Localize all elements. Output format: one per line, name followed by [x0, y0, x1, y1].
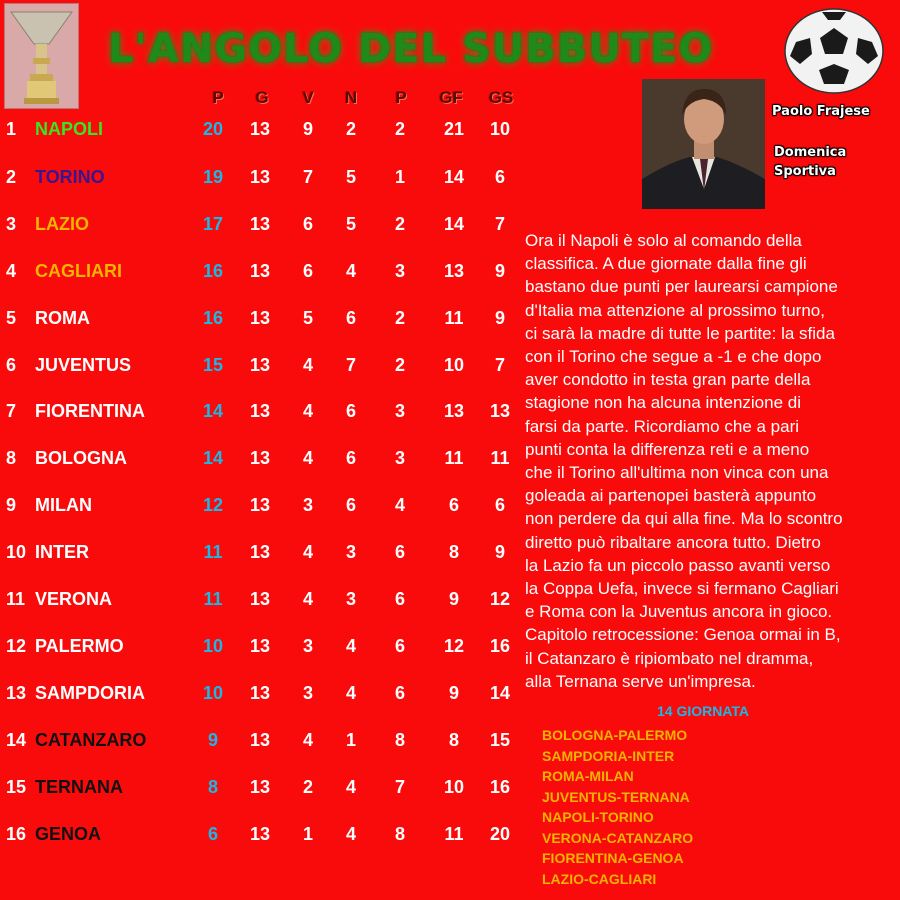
- row-lost: 4: [394, 495, 405, 515]
- row-points: 9: [207, 730, 218, 750]
- table-row: [0, 589, 520, 619]
- col-header-won: V: [302, 88, 314, 107]
- row-goals-for: 14: [443, 214, 465, 234]
- row-points: 6: [207, 824, 218, 844]
- row-lost: 6: [394, 542, 405, 562]
- row-won: 5: [302, 308, 313, 328]
- row-lost: 2: [394, 308, 405, 328]
- table-row: [0, 401, 520, 431]
- row-points: 10: [202, 636, 224, 656]
- row-lost: 8: [394, 730, 405, 750]
- row-won: 6: [302, 214, 313, 234]
- row-goals-against: 14: [489, 683, 511, 703]
- row-goals-for: 13: [443, 261, 465, 281]
- row-goals-against: 6: [494, 495, 505, 515]
- table-row: [0, 824, 520, 854]
- row-goals-for: 21: [443, 119, 465, 139]
- row-team: INTER: [35, 542, 89, 562]
- row-points: 16: [202, 308, 224, 328]
- row-played: 13: [249, 119, 271, 139]
- row-points: 20: [202, 119, 224, 139]
- row-goals-against: 20: [489, 824, 511, 844]
- row-played: 13: [249, 589, 271, 609]
- article-line: alla Ternana serve un'impresa.: [525, 671, 756, 691]
- trophy-image: [4, 3, 79, 109]
- article-line: la Coppa Uefa, invece si fermano Cagliari: [525, 579, 839, 599]
- row-goals-for: 11: [444, 308, 464, 328]
- row-played: 13: [249, 261, 271, 281]
- row-won: 7: [302, 167, 313, 187]
- row-team: PALERMO: [35, 636, 124, 656]
- article-line: goleada ai partenopei basterà appunto: [525, 486, 817, 506]
- article-line: d'Italia ma attenzione al prossimo turno,: [525, 300, 825, 320]
- row-position: 2: [6, 167, 17, 187]
- row-played: 13: [249, 448, 271, 468]
- row-goals-for: 8: [448, 542, 459, 562]
- row-goals-against: 15: [489, 730, 511, 750]
- row-goals-for: 10: [443, 355, 465, 375]
- row-goals-against: 11: [490, 448, 510, 468]
- row-goals-for: 12: [443, 636, 465, 656]
- row-lost: 2: [394, 355, 405, 375]
- row-played: 13: [249, 777, 271, 797]
- article-line: aver condotto in testa gran parte della: [525, 370, 811, 390]
- row-lost: 8: [394, 824, 405, 844]
- row-won: 4: [302, 730, 313, 750]
- row-team: CAGLIARI: [35, 261, 122, 281]
- row-goals-for: 14: [443, 167, 465, 187]
- row-team: TORINO: [35, 167, 105, 187]
- row-won: 3: [302, 636, 313, 656]
- row-lost: 3: [394, 448, 405, 468]
- table-row: [0, 261, 520, 291]
- row-goals-for: 9: [448, 683, 459, 703]
- row-lost: 3: [394, 401, 405, 421]
- row-position: 9: [6, 495, 17, 515]
- article-line: Capitolo retrocessione: Genoa ormai in B,: [525, 625, 841, 645]
- row-goals-against: 16: [489, 636, 511, 656]
- row-drawn: 4: [345, 636, 356, 656]
- row-lost: 1: [394, 167, 405, 187]
- row-position: 1: [6, 119, 17, 139]
- fixture-item: SAMPDORIA-INTER: [542, 747, 675, 764]
- article-text: [525, 229, 900, 693]
- row-points: 11: [203, 589, 223, 609]
- article-line: stagione non ha alcuna intenzione di: [525, 393, 801, 413]
- fixture-item: ROMA-MILAN: [542, 768, 634, 784]
- row-lost: 6: [394, 589, 405, 609]
- row-points: 14: [202, 401, 224, 421]
- row-won: 4: [302, 542, 313, 562]
- row-won: 3: [302, 683, 313, 703]
- row-played: 13: [249, 824, 271, 844]
- row-points: 12: [202, 495, 224, 515]
- article-line: farsi da parte. Ricordiamo che a pari: [525, 416, 800, 436]
- col-header-lost: P: [395, 88, 407, 107]
- row-goals-for: 13: [443, 401, 465, 421]
- table-row: [0, 730, 520, 760]
- row-goals-for: 11: [444, 448, 464, 468]
- article-line: classifica. A due giornate dalla fine gli: [525, 254, 807, 274]
- row-points: 16: [202, 261, 224, 281]
- row-won: 4: [302, 448, 313, 468]
- table-row: [0, 448, 520, 478]
- presenter-portrait-icon: [642, 79, 765, 209]
- row-goals-for: 10: [443, 777, 465, 797]
- row-drawn: 1: [345, 730, 356, 750]
- row-team: GENOA: [35, 824, 102, 844]
- row-goals-against: 9: [494, 542, 505, 562]
- table-row: [0, 777, 520, 807]
- row-team: BOLOGNA: [35, 448, 127, 468]
- row-lost: 6: [394, 636, 405, 656]
- row-position: 15: [6, 777, 27, 797]
- row-position: 16: [6, 824, 27, 844]
- row-drawn: 4: [345, 683, 356, 703]
- row-drawn: 3: [345, 542, 356, 562]
- row-position: 4: [6, 261, 17, 281]
- row-won: 2: [302, 777, 313, 797]
- row-played: 13: [249, 214, 271, 234]
- row-lost: 7: [394, 777, 405, 797]
- table-row: [0, 167, 520, 197]
- row-played: 13: [249, 683, 271, 703]
- article-line: che il Torino all'ultima non vinca con una: [525, 463, 829, 483]
- row-played: 13: [249, 308, 271, 328]
- row-team: NAPOLI: [35, 119, 104, 139]
- row-points: 11: [203, 542, 223, 562]
- row-team: SAMPDORIA: [35, 683, 146, 703]
- row-position: 5: [6, 308, 17, 328]
- row-goals-for: 11: [444, 824, 464, 844]
- table-row: [0, 683, 520, 713]
- col-header-points: P: [212, 88, 224, 107]
- row-drawn: 5: [345, 167, 356, 187]
- row-goals-for: 8: [448, 730, 459, 750]
- row-drawn: 6: [345, 308, 356, 328]
- row-lost: 6: [394, 683, 405, 703]
- row-goals-against: 9: [494, 308, 505, 328]
- row-drawn: 2: [345, 119, 356, 139]
- row-played: 13: [249, 167, 271, 187]
- col-header-goals-against: GS: [488, 88, 514, 107]
- row-won: 4: [302, 355, 313, 375]
- page-title: L'ANGOLO DEL SUBBUTEO: [108, 26, 714, 72]
- row-points: 17: [202, 214, 224, 234]
- table-row: [0, 308, 520, 338]
- table-row: [0, 636, 520, 666]
- row-goals-for: 9: [448, 589, 459, 609]
- row-position: 13: [6, 683, 27, 703]
- row-drawn: 6: [345, 495, 356, 515]
- row-won: 4: [302, 401, 313, 421]
- table-row: [0, 214, 520, 244]
- row-played: 13: [249, 730, 271, 750]
- row-goals-against: 12: [489, 589, 511, 609]
- row-position: 14: [6, 730, 27, 750]
- row-won: 6: [302, 261, 313, 281]
- row-played: 13: [249, 542, 271, 562]
- row-lost: 3: [394, 261, 405, 281]
- col-header-played: G: [255, 88, 269, 107]
- row-won: 4: [302, 589, 313, 609]
- row-position: 7: [6, 401, 17, 421]
- row-goals-against: 7: [494, 214, 505, 234]
- article-line: non perdere da qui alla fine. Ma lo scontro: [525, 509, 843, 529]
- row-goals-against: 9: [494, 261, 505, 281]
- article-line: il Catanzaro è ripiombato nel dramma,: [525, 648, 814, 668]
- row-lost: 2: [394, 214, 405, 234]
- row-drawn: 7: [345, 355, 356, 375]
- row-points: 8: [207, 777, 218, 797]
- row-drawn: 6: [345, 401, 356, 421]
- row-goals-against: 13: [489, 401, 511, 421]
- show-name: [774, 143, 846, 181]
- row-team: LAZIO: [35, 214, 89, 234]
- row-lost: 2: [394, 119, 405, 139]
- article-line: Ora il Napoli è solo al comando della: [525, 231, 802, 250]
- football-icon: [784, 8, 884, 94]
- article-line: e Roma con la Juventus ancora in gioco.: [525, 602, 833, 622]
- article-line: con il Torino che segue a -1 e che dopo: [525, 347, 822, 367]
- row-won: 1: [302, 824, 313, 844]
- row-team: ROMA: [35, 308, 90, 328]
- row-position: 11: [6, 589, 26, 609]
- col-header-goals-for: GF: [439, 88, 463, 107]
- fixture-item: NAPOLI-TORINO: [542, 809, 654, 825]
- row-points: 15: [202, 355, 224, 375]
- row-position: 3: [6, 214, 17, 234]
- row-drawn: 6: [345, 448, 356, 468]
- row-won: 9: [302, 119, 313, 139]
- fixture-item: JUVENTUS-TERNANA: [542, 788, 690, 805]
- show-name-line1: Domenica: [774, 145, 847, 160]
- row-team: TERNANA: [35, 777, 123, 797]
- row-team: VERONA: [35, 589, 113, 609]
- fixture-item: VERONA-CATANZARO: [542, 829, 694, 846]
- col-header-drawn: N: [344, 88, 358, 107]
- row-drawn: 3: [345, 589, 356, 609]
- row-points: 19: [202, 167, 224, 187]
- row-goals-against: 6: [494, 167, 505, 187]
- article-line: punti conta la differenza reti e a meno: [525, 439, 810, 459]
- table-row: [0, 495, 520, 525]
- table-row: [0, 119, 520, 149]
- row-goals-against: 16: [489, 777, 511, 797]
- row-won: 3: [302, 495, 313, 515]
- row-played: 13: [249, 355, 271, 375]
- row-position: 10: [6, 542, 27, 562]
- row-team: JUVENTUS: [35, 355, 132, 375]
- fixture-item: LAZIO-CAGLIARI: [542, 870, 657, 887]
- table-row: [0, 542, 520, 572]
- football-image: [784, 8, 884, 94]
- row-goals-against: 10: [489, 119, 511, 139]
- row-goals-for: 6: [448, 495, 459, 515]
- row-drawn: 4: [345, 777, 356, 797]
- article-line: bastano due punti per laurearsi campione: [525, 277, 838, 297]
- article-line: la Lazio fa un piccolo passo avanti verso: [525, 555, 831, 575]
- row-team: FIORENTINA: [35, 401, 145, 421]
- row-played: 13: [249, 636, 271, 656]
- row-drawn: 4: [345, 824, 356, 844]
- fixtures-list: [542, 725, 693, 889]
- row-played: 13: [249, 401, 271, 421]
- row-goals-against: 7: [494, 355, 505, 375]
- row-team: CATANZARO: [35, 730, 147, 750]
- row-position: 8: [6, 448, 17, 468]
- presenter-name: Paolo Frajese: [772, 104, 870, 119]
- table-row: [0, 355, 520, 385]
- presenter-photo: [642, 79, 765, 209]
- row-points: 10: [202, 683, 224, 703]
- trophy-icon: [5, 4, 78, 108]
- show-name-line2: Sportiva: [774, 164, 836, 179]
- article-line: diretto può ribaltare ancora tutto. Dietro: [525, 532, 821, 552]
- row-points: 14: [202, 448, 224, 468]
- row-drawn: 5: [345, 214, 356, 234]
- round-title: 14 GIORNATA: [657, 703, 750, 719]
- row-position: 6: [6, 355, 17, 375]
- article-line: ci sarà la madre di tutte le partite: la sfida: [525, 323, 835, 343]
- row-drawn: 4: [345, 261, 356, 281]
- fixture-item: FIORENTINA-GENOA: [542, 850, 684, 866]
- fixture-item: BOLOGNA-PALERMO: [542, 727, 688, 743]
- row-played: 13: [249, 495, 271, 515]
- row-position: 12: [6, 636, 27, 656]
- row-team: MILAN: [35, 495, 92, 515]
